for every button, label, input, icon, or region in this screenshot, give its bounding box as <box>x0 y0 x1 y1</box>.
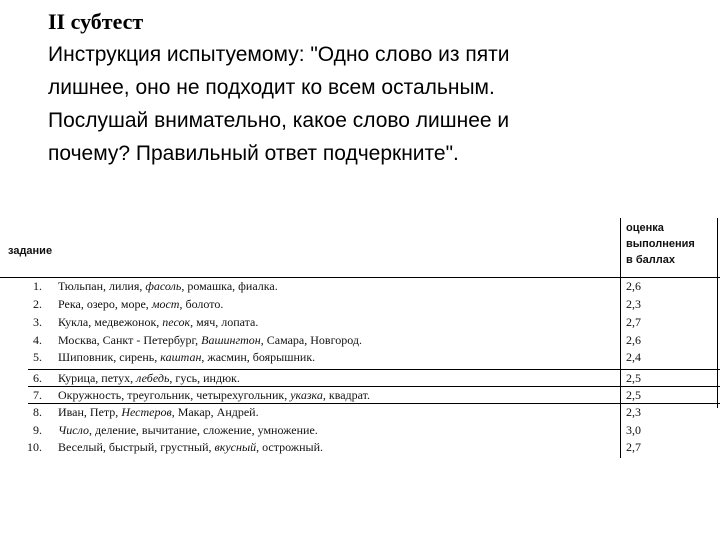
odd-word: указка <box>290 388 323 402</box>
task-word-segment: Иван, Петр, <box>58 405 122 419</box>
odd-word: Нестеров <box>121 405 172 419</box>
score-value: 3,0 <box>626 423 641 437</box>
task-word-segment: Москва, Санкт - Петербург, <box>58 333 202 347</box>
row-number: 2. <box>33 297 42 311</box>
row-number: 3. <box>33 315 42 329</box>
row-number: 10. <box>27 440 42 454</box>
odd-word: вкусный <box>214 440 257 454</box>
instruction-line: почему? Правильный ответ подчеркните". <box>48 142 459 165</box>
table-border-top <box>0 277 720 278</box>
score-column-header-line: оценка <box>626 222 664 234</box>
row-number: 7. <box>33 388 42 402</box>
score-column-header-line: выполнения <box>626 238 695 250</box>
score-column-header-line: в баллах <box>626 254 675 266</box>
score-value: 2,7 <box>626 440 641 454</box>
score-value: 2,3 <box>626 297 641 311</box>
task-word-segment: Кукла, медвежонок, <box>58 315 163 329</box>
task-word-segment: , жасмин, боярышник. <box>201 350 316 364</box>
column-divider <box>620 218 621 458</box>
score-value: 2,5 <box>626 371 641 385</box>
task-word-segment: , острожный. <box>256 440 323 454</box>
subtest-title: II субтест <box>48 9 144 34</box>
task-word-segment: , болото. <box>179 297 224 311</box>
task-words <box>58 371 240 386</box>
task-word-segment: , квадрат. <box>322 388 371 402</box>
task-column-header: задание <box>8 245 53 257</box>
task-words <box>58 279 278 294</box>
row-number: 4. <box>33 333 42 347</box>
task-words <box>58 423 318 438</box>
odd-word: Число <box>58 423 89 437</box>
row-number: 8. <box>33 405 42 419</box>
score-value: 2,3 <box>626 405 641 419</box>
odd-word: песок <box>162 315 191 329</box>
task-word-segment: , ромашка, фиалка. <box>181 279 278 293</box>
task-word-segment: , деление, вычитание, сложение, умножение. <box>88 423 318 437</box>
task-word-segment: Шиповник, сирень, <box>58 350 161 364</box>
group-divider <box>28 369 720 370</box>
task-words <box>58 440 323 455</box>
instruction-line: Послушай внимательно, какое слово лишнее и <box>48 109 510 132</box>
task-words <box>58 388 370 403</box>
task-word-segment: Веселый, быстрый, грустный, <box>58 440 215 454</box>
row-divider <box>28 403 720 404</box>
table-border-right <box>717 218 718 408</box>
odd-word: фасоль <box>145 279 182 293</box>
task-word-segment: Окружность, треугольник, четырехугольник, <box>58 388 291 402</box>
row-divider <box>28 386 720 387</box>
task-word-segment: , гусь, индюк. <box>169 371 240 385</box>
instruction-line: Инструкция испытуемому: "Одно слово из пяти <box>48 43 510 66</box>
task-words <box>58 350 315 365</box>
task-word-segment: , мяч, лопата. <box>190 315 259 329</box>
task-words <box>58 333 362 348</box>
odd-word: Вашингтон <box>201 333 261 347</box>
row-number: 9. <box>33 423 42 437</box>
row-number: 6. <box>33 371 42 385</box>
score-value: 2,7 <box>626 315 641 329</box>
task-word-segment: Курица, петух, <box>58 371 137 385</box>
odd-word: мост <box>151 297 180 311</box>
task-word-segment: Река, озеро, море, <box>58 297 152 311</box>
score-value: 2,6 <box>626 279 641 293</box>
score-value: 2,4 <box>626 350 641 364</box>
score-value: 2,6 <box>626 333 641 347</box>
row-number: 1. <box>33 279 42 293</box>
task-word-segment: Тюльпан, лилия, <box>58 279 146 293</box>
score-value: 2,5 <box>626 388 641 402</box>
task-word-segment: , Макар, Андрей. <box>171 405 259 419</box>
task-words <box>58 297 223 312</box>
odd-word: каштан <box>160 350 202 364</box>
task-words <box>58 405 259 420</box>
instruction-line: лишнее, оно не подходит ко всем остальным. <box>48 76 495 99</box>
odd-word: лебедь <box>136 371 170 385</box>
row-number: 5. <box>33 350 42 364</box>
task-word-segment: , Самара, Новгород. <box>260 333 362 347</box>
task-words <box>58 315 258 330</box>
